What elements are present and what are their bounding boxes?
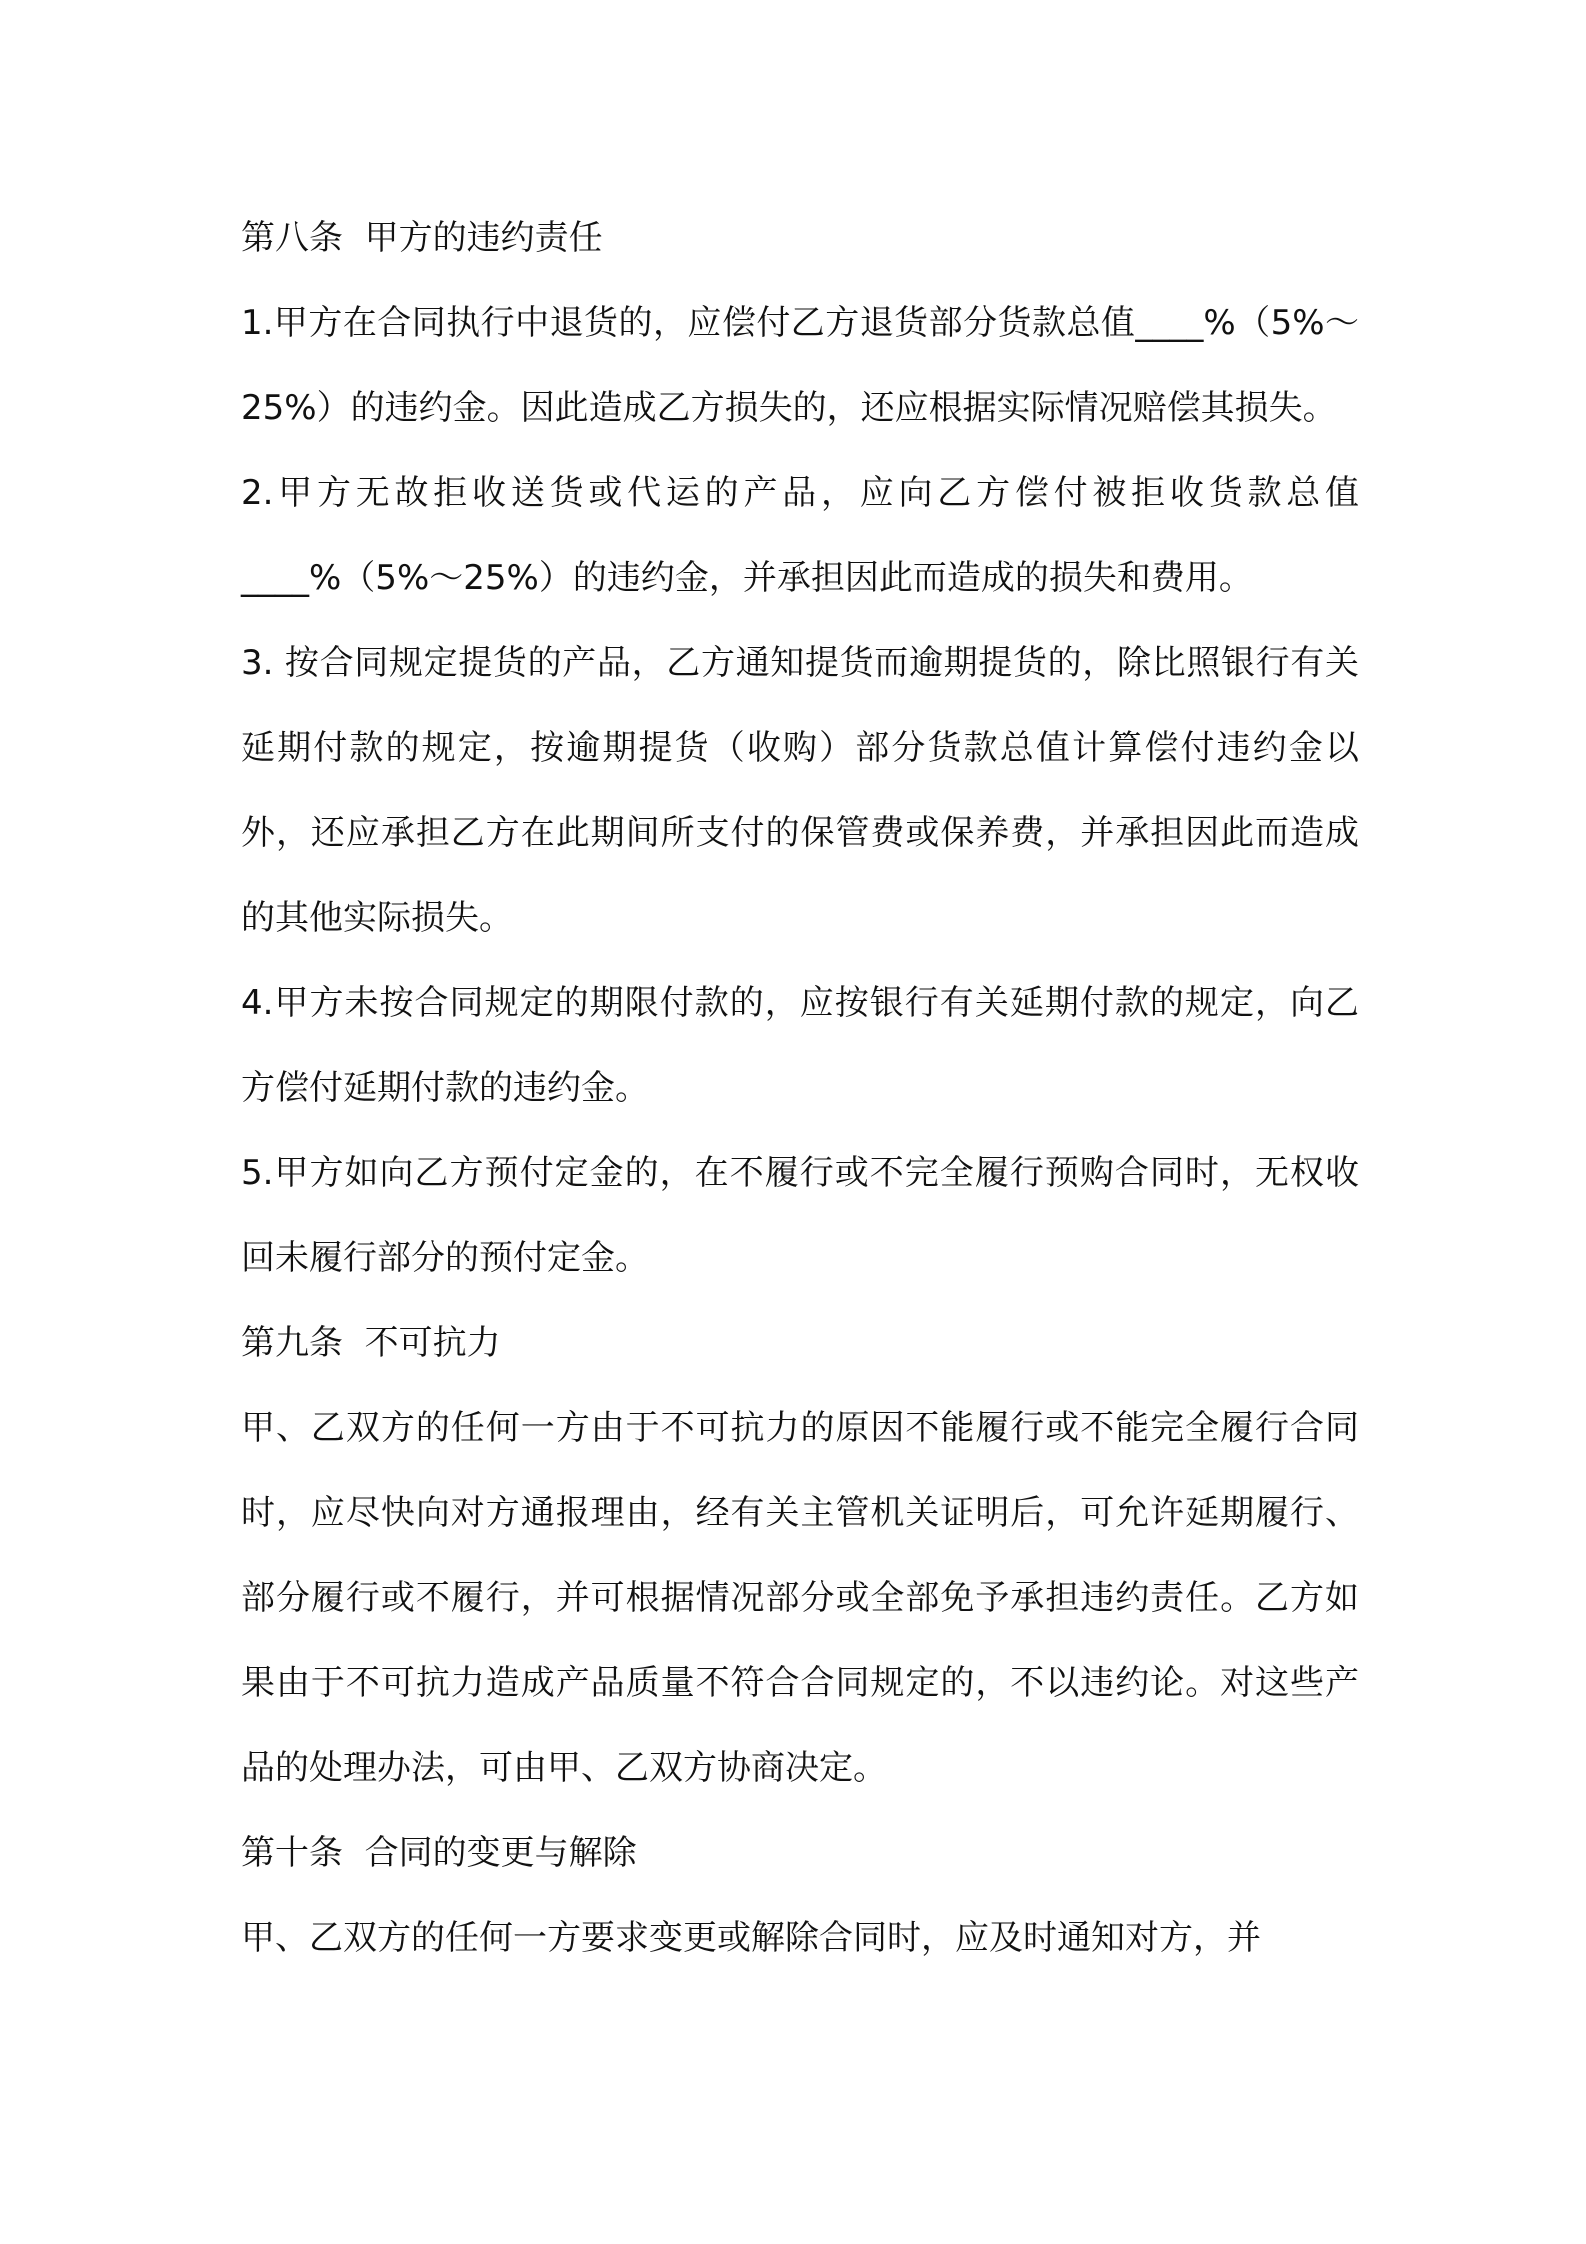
article-8-clause-3: 3. 按合同规定提货的产品，乙方通知提货而逾期提货的，除比照银行有关延期付款的规定，按逾期提货（收购）部分货款总值计算偿付违约金以外，还应承担乙方在此期间所支付的保管费或保养费，并承担因此而造成的其他实际损失。: [241, 643, 1359, 938]
article-9-heading: 第九条 不可抗力: [241, 1323, 501, 1363]
article-8-clause-2: 2.甲方无故拒收送货或代运的产品，应向乙方偿付被拒收货款总值____%（5%～25%）的违约金，并承担因此而造成的损失和费用。: [241, 473, 1359, 598]
article-9-body: 甲、乙双方的任何一方由于不可抗力的原因不能履行或不能完全履行合同时，应尽快向对方通报理由，经有关主管机关证明后，可允许延期履行、部分履行或不履行，并可根据情况部分或全部免予承担违约责任。乙方如果由于不可抗力造成产品质量不符合合同规定的，不以违约论。对这些产品的处理办法，可由甲、乙双方协商决定。: [241, 1408, 1359, 1788]
article-8-clause-1: 1.甲方在合同执行中退货的，应偿付乙方退货部分货款总值____%（5%～25%）的违约金。因此造成乙方损失的，还应根据实际情况赔偿其损失。: [241, 303, 1359, 428]
article-8-clause-4: 4.甲方未按合同规定的期限付款的，应按银行有关延期付款的规定，向乙方偿付延期付款的违约金。: [241, 983, 1359, 1108]
article-10-body: 甲、乙双方的任何一方要求变更或解除合同时，应及时通知对方，并: [241, 1918, 1261, 1958]
document-page: [241, 196, 1359, 1981]
article-8-heading: 第八条 甲方的违约责任: [241, 218, 603, 258]
article-8-clause-5: 5.甲方如向乙方预付定金的，在不履行或不完全履行预购合同时，无权收回未履行部分的预付定金。: [241, 1153, 1359, 1278]
article-10-heading: 第十条 合同的变更与解除: [241, 1833, 637, 1873]
